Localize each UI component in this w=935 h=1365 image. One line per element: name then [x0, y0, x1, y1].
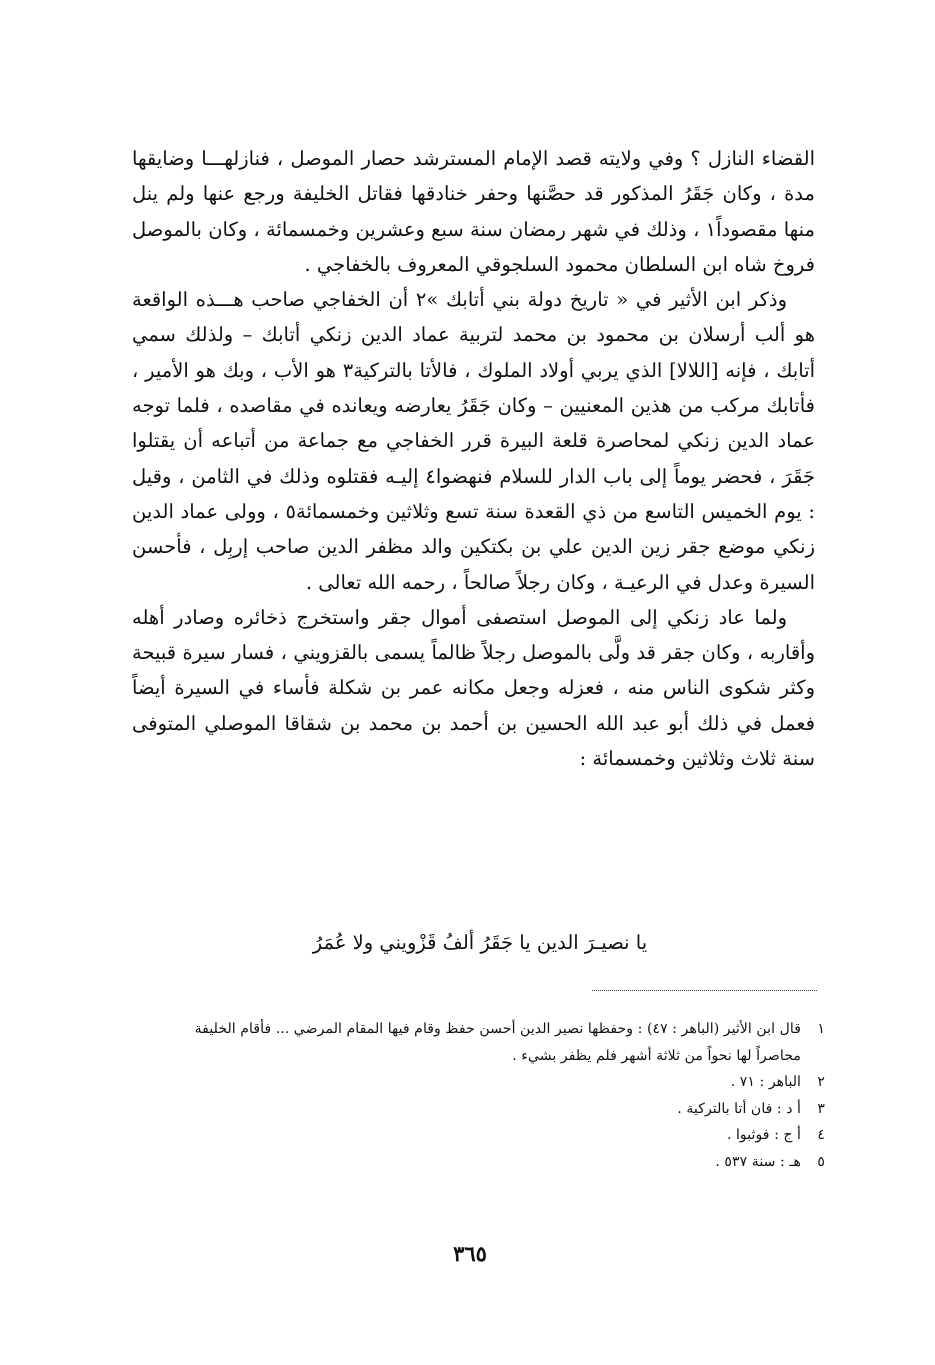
footnote — [150, 1069, 825, 1096]
paragraph: ولما عاد زنكي إلى الموصل استصفى أموال جقر واستخرج ذخائره وصادر أهله وأقاربه ، وكان جقر قد ولَّى بالموصل رجلاً ظالماً يسمى بالقزويني ، فسار سيرة قبيحة وكثر شكوى الناس منه ، فعزله وجعل مكانه عمر بن شكلة فأساء في السيرة أيضاً فعمل في ذلك أبو عبد الله الحسين بن أحمد بن محمد بن شقاقا الموصلي المتوفى سنة ثلاث وثلاثين وخمسمائة : — [132, 605, 815, 771]
footnote-text: قال ابن الأثير (الباهر : ٤٧) : وحفظها نصير الدين أحسن حفظ وقام فيها المقام المرضي ... فأقام الخليفة محاصراً لها نحواً من ثلاثة أشهر فلم يظفر بشيء . — [194, 1021, 801, 1064]
footnotes — [150, 1016, 825, 1175]
footnote — [150, 1096, 825, 1123]
footnote — [150, 1016, 825, 1069]
footnote-text: أ ج : فوثبوا . — [726, 1127, 801, 1143]
footnote-number: ٥ — [817, 1153, 825, 1170]
footnote-number: ٣ — [817, 1100, 825, 1117]
footnote-number: ٢ — [817, 1074, 825, 1090]
footnote — [150, 1122, 825, 1149]
footnote-text: هـ : سنة ٥٣٧ . — [715, 1153, 801, 1170]
poem-verse: يا نصيـرَ الدين يا جَقَرُ ألفُ قَزْويني ولا عُمَرُ — [312, 931, 648, 954]
paragraph: القضاء النازل ؟ وفي ولايته قصد الإمام المسترشد حصار الموصل ، فنازلهـــا وضايقها مدة ، وكان جَقَرُ المذكور قد حصَّنها وحفر خنادقها فقاتل الخليفة ورجع عنها ولم ينل منها مقصوداً١ ، وذلك في شهر رمضان سنة سبع وعشرين وخمسمائة ، وكان بالموصل فروخ شاه ابن السلطان محمود السلجوقي المعروف بالخفاجي . — [132, 147, 815, 276]
footnote-divider — [592, 990, 817, 991]
footnote-text: أ د : فان أتا بالتركية . — [677, 1100, 801, 1117]
page-number: ٣٦٥ — [453, 1241, 487, 1266]
main-text — [132, 140, 815, 776]
footnote-number: ١ — [817, 1021, 825, 1037]
footnote — [150, 1149, 825, 1176]
footnote-text: الباهر : ٧١ . — [730, 1074, 801, 1090]
paragraph: وذكر ابن الأثير في « تاريخ دولة بني أتابك »٢ أن الخفاجي صاحب هـــذه الواقعة هو ألب أرسلان بن محمود بن محمد لتربية عماد الدين زنكي أتابك – ولذلك سمي أتابك ، فإنه [اللالا] الذي يربي أولاد الملوك ، فالأتا بالتركية٣ هو الأب ، وبك هو الأمير ، فأتابك مركب من هذين المعنيين – وكان جَقَرُ يعارضه ويعانده في مقاصده ، فلما توجه عماد الدين زنكي لمحاصرة قلعة البيرة قرر الخفاجي مع جماعة من أتباعه أن يقتلوا جَقَرَ ، فحضر يوماً إلى باب الدار للسلام فنهضوا٤ إليـه فقتلوه وذلك في الثامن ، وقيل : يوم الخميس التاسع من ذي القعدة سنة تسع وثلاثين وخمسمائة٥ ، وولى عماد الدين زنكي موضع جقر زين الدين علي بن بكتكين والد مظفر الدين صاحب إربِل ، فأحسن السيرة وعدل في الرعيـة ، وكان رجلاً صالحاً ، رحمه الله تعالى . — [132, 288, 816, 594]
footnote-number: ٤ — [817, 1127, 825, 1143]
